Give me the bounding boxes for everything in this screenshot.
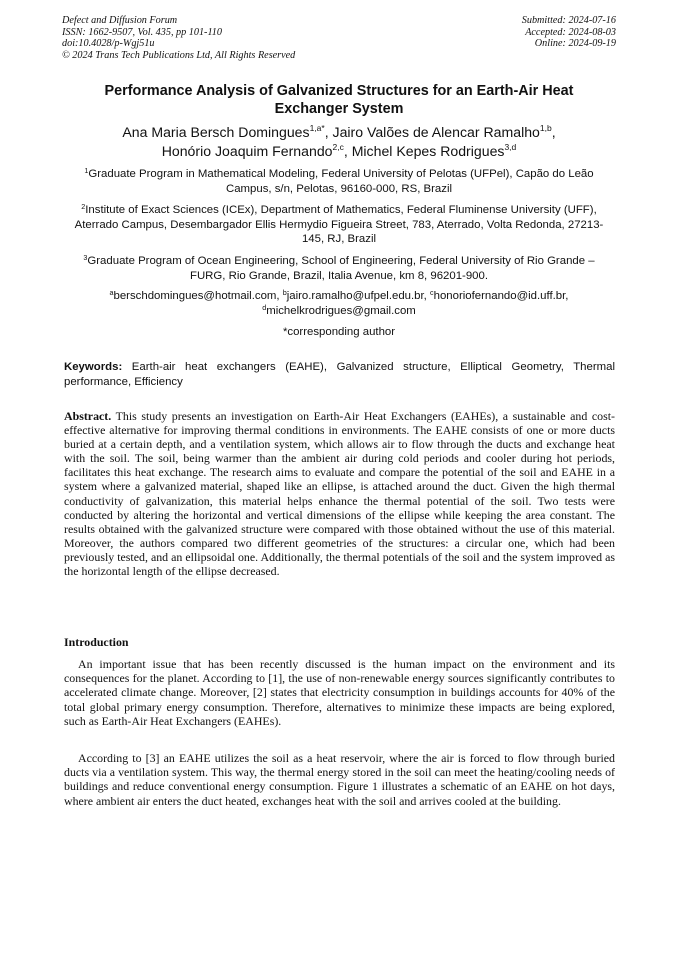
author-superscript: 1,b [539, 123, 552, 133]
paper-title [62, 82, 616, 118]
online-date: Online: 2024-09-19 [534, 38, 616, 50]
affiliation-2: $^2$Institute of Exact Sciences (ICEx), Department of Mathematics, Federal Fluminense University (UFF), Aterrado Campus, Desembargador Ellis Hermydio Figueira Street, 783, Aterrado, Volta Redonda, 27213-145, RJ, Brazil [74, 202, 604, 246]
publication-dates [522, 15, 616, 50]
copyright: © 2024 Trans Tech Publications Ltd, All Rights Reserved [62, 49, 296, 61]
abstract-label: Abstract. [64, 409, 112, 423]
introduction-paragraph-1: An important issue that has been recently discussed is the human impact on the environment and its consequences for the planet. According to [1], the use of non-renewable energy sources significantly contributes to accelerated climate change. Moreover, [2] states that electricity consumption in buildings accounts for 40% of the total global primary energy consumption. Therefore, alternatives to minimize these impacts are being explored, such as Earth-Air Heat Exchangers (EAHEs). [64, 657, 615, 728]
author-list [62, 123, 616, 161]
email-link[interactable]: berschdomingues@hotmail.com, [113, 290, 283, 302]
introduction-heading: Introduction [64, 635, 129, 649]
email-link[interactable]: jairo.ramalho@ufpel.edu.br, [286, 290, 431, 302]
author-superscript: 3,d [504, 142, 517, 152]
title-line-2: Exchanger System [274, 101, 404, 117]
title-line-1: Performance Analysis of Galvanized Structures for an Earth-Air Heat [104, 83, 574, 99]
email-link[interactable]: honoriofernando@id.uff.br, [433, 290, 569, 302]
author-emails: $^a$berschdomingues@hotmail.com, $^b$jairo.ramalho@ufpel.edu.br, $^c$honoriofernando@id.uff.br, $^d$michelkrodrigues@gmail.com [109, 288, 569, 317]
accepted-date: Accepted: 2024-08-03 [525, 26, 616, 38]
author: Michel Kepes Rodrigues$^{3,d}$ [351, 142, 517, 159]
corresponding-author-note: *corresponding author [282, 326, 396, 338]
abstract-text: This study presents an investigation on Earth-Air Heat Exchangers (EAHEs), a sustainable and cost-effective alternative for improving thermal conditions in environments. The EAHE consists of one or more ducts buried at a certain depth, and a ventilation system, which allows air to flow through the ducts and exchange heat with the soil. The soil, being warmer than the ambient air during cold periods and cooler during hot periods, facilitates this heat exchange. The research aims to evaluate and compare the potential of the soil and EAHE in a system where a galvanized material, shaped like an ellipse, is attached around the duct. Given the high thermal conductivity of galvanization, this material helps enhance the thermal potential of the soil. Two tests were conducted by altering the horizontal and vertical dimensions of the ellipse while keeping the area constant. The results obtained with the galvanized structure were compared with those obtained without the use of this material. Moreover, the authors compared two different geometries of the structures: a circular one, which had been previously tested, and an ellipsoidal one. Additionally, the thermal potentials of the soil and the system improved as the horizontal length of the ellipse decreased. [64, 409, 615, 579]
author-superscript: 2,c [332, 142, 344, 152]
author: Jairo Valões de Alencar Ramalho$^{1,b}$, [332, 123, 556, 140]
keywords-text: Earth-air heat exchangers (EAHE), Galvanized structure, Elliptical Geometry, Thermal performance, Efficiency [64, 361, 615, 388]
keywords-label: Keywords: [64, 361, 123, 373]
author: Ana Maria Bersch Domingues$^{1,a*}$, [122, 123, 333, 140]
journal-info [62, 15, 295, 61]
affiliation-1: $^1$Graduate Program in Mathematical Modeling, Federal University of Pelotas (UFPel), Capão do Leão Campus, s/n, Pelotas, 96160-000, RS, Brazil [84, 166, 594, 195]
doi: doi:10.4028/p-Wgj51u [62, 38, 155, 50]
author-superscript: 1,a* [309, 123, 325, 133]
journal-name: Defect and Diffusion Forum [62, 15, 178, 26]
issn: ISSN: 1662-9507, Vol. 435, pp 101-110 [62, 26, 222, 38]
author: Honório Joaquim Fernando$^{2,c}$, [161, 142, 352, 159]
submitted-date: Submitted: 2024-07-16 [521, 15, 616, 26]
affiliation-3: $^3$Graduate Program of Ocean Engineering, School of Engineering, Federal University of Rio Grande – FURG, Rio Grande, Brazil, Italia Avenue, km 8, 96201-900. [83, 253, 595, 282]
email-link[interactable]: michelkrodrigues@gmail.com [266, 304, 416, 317]
keywords [64, 360, 615, 389]
abstract [64, 409, 615, 578]
introduction-paragraph-2: According to [3] an EAHE utilizes the soil as a heat reservoir, where the air is forced to flow through buried ducts via a ventilation system. This way, the thermal energy stored in the soil can meet the heating/cooling needs of buildings and reduce conventional energy consumption. Figure 1 illustrates a schematic of an EAHE on hot days, where ambient air enters the duct heated, exchanges heat with the soil and arrives cooled at the building. [64, 751, 615, 808]
